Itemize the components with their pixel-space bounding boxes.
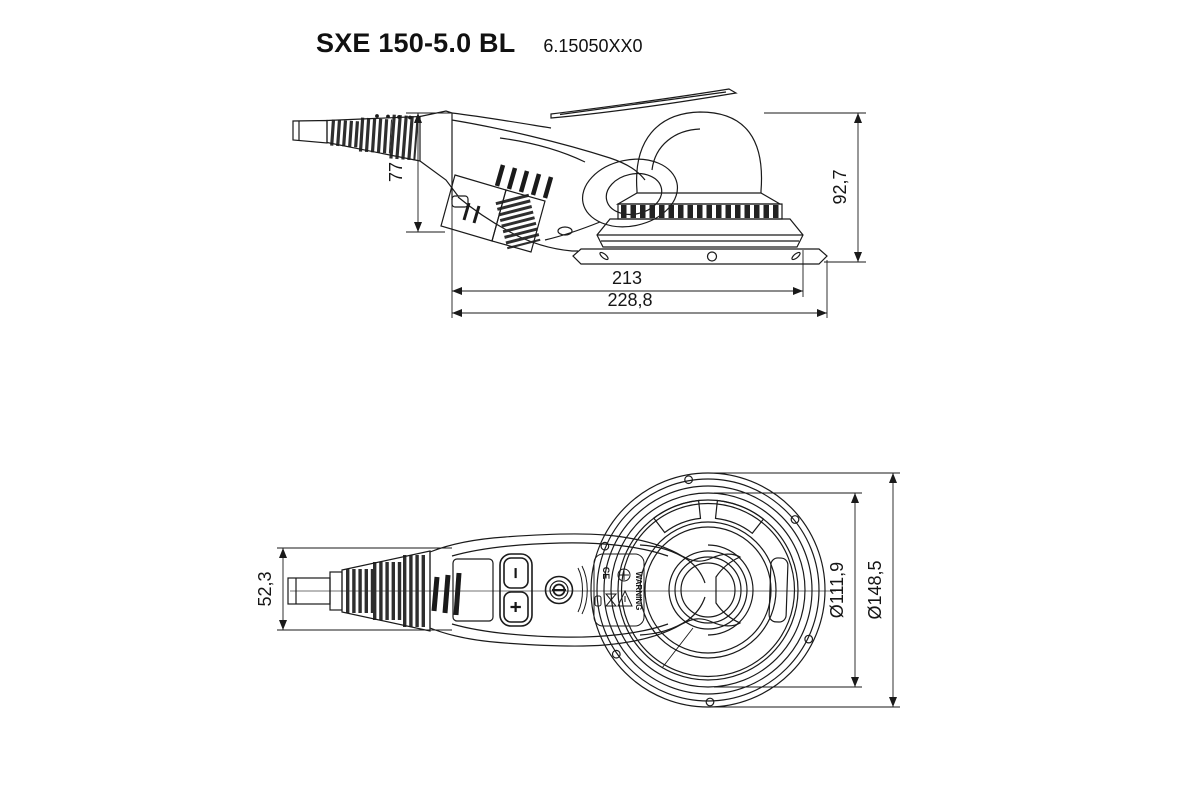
vent-band bbox=[618, 204, 782, 219]
strain-relief-side bbox=[327, 117, 420, 162]
strain-relief-top bbox=[342, 551, 430, 631]
handle-body bbox=[430, 534, 740, 646]
warning-text: WARNING bbox=[634, 571, 643, 611]
order-code: 6.15050XX0 bbox=[543, 36, 643, 56]
power-button-icon bbox=[546, 566, 588, 614]
dimension-label-overall-height: 92,7 bbox=[830, 169, 850, 205]
pad-body-side bbox=[597, 219, 803, 247]
dimension-rear-height bbox=[386, 113, 452, 232]
fan-icon bbox=[618, 569, 630, 581]
dimension-label-handle-width: 52,3 bbox=[255, 571, 275, 607]
dimension-label-overall-length: 228,8 bbox=[607, 290, 653, 310]
motor-housing-side bbox=[452, 113, 684, 251]
top-view-drawing bbox=[255, 473, 900, 707]
sanding-plate bbox=[573, 249, 827, 264]
speed-rocker bbox=[500, 554, 532, 626]
screw-hole bbox=[706, 698, 714, 706]
top-lever bbox=[551, 89, 736, 118]
dimension-pad-outer-diameter bbox=[714, 473, 900, 707]
dome-knob bbox=[618, 112, 780, 204]
warning-triangle-icon bbox=[618, 591, 632, 606]
pad-disc bbox=[591, 473, 825, 707]
plus-button-label: + bbox=[504, 601, 526, 613]
side-view-drawing bbox=[293, 89, 866, 318]
rear-housing bbox=[376, 111, 468, 207]
dimension-pad-inner-diameter bbox=[714, 493, 862, 687]
dimension-label-pad-inner-diameter: Ø111,9 bbox=[827, 561, 847, 619]
dimension-overall-height bbox=[764, 113, 866, 262]
warning-label bbox=[594, 554, 644, 626]
minus-button-label: − bbox=[504, 567, 526, 579]
screw-hole bbox=[791, 516, 799, 524]
dimension-label-rear-height: 77 bbox=[386, 161, 406, 183]
model-name: SXE 150-5.0 BL bbox=[316, 28, 516, 58]
dimension-label-pad-outer-diameter: Ø148,5 bbox=[865, 560, 885, 620]
power-cable-side bbox=[293, 121, 327, 144]
ce-mark-icon: CE bbox=[601, 566, 611, 580]
dimension-label-base-length: 213 bbox=[611, 268, 643, 288]
